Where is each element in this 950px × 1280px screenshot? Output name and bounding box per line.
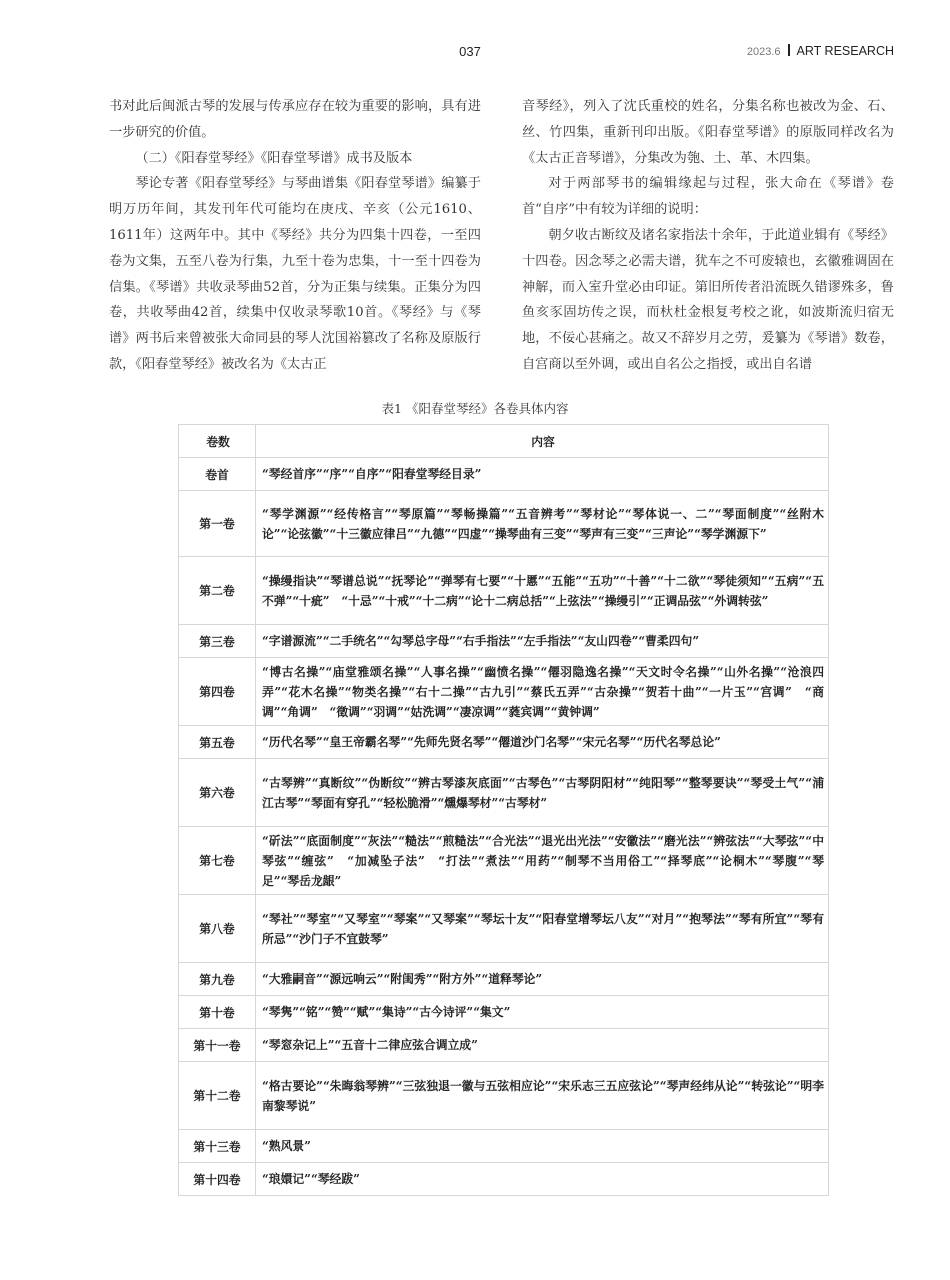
- volume-cell: 第二卷: [179, 557, 256, 625]
- content-cell: “博古名操”“庙堂雅颂名操”“人事名操”“幽愤名操”“僊羽隐逸名操”“天文时令名操”“山外名操”“沧浪四弄”“花木名操”“物类名操”“右十二操”“古九引”“蔡氏五弄”“古杂操”“贺若十曲”“一片玉”“宫调” “商调”“角调” “徵调”“羽调”“姑洗调”“凄凉调”“蕤宾调”“黄钟调”: [256, 658, 829, 726]
- content-cell: “格古要论”“朱晦翁琴辨”“三弦独退一徽与五弦相应论”“宋乐志三五应弦论”“琴声经纬从论”“转弦论”“明李南黎琴说”: [256, 1062, 829, 1130]
- right-column: [522, 94, 894, 378]
- issue-number: 2023.6: [746, 46, 781, 58]
- table-row: [179, 726, 829, 759]
- header-content: 内容: [256, 425, 829, 458]
- journal-header: [747, 44, 894, 58]
- volume-cell: 第七卷: [179, 827, 256, 895]
- volume-cell: 第八卷: [179, 895, 256, 963]
- table-row: [179, 458, 829, 491]
- table-header-row: [179, 425, 829, 458]
- content-cell: “大雅嗣音”“源远响云”“附闺秀”“附方外”“道释琴论”: [256, 963, 829, 996]
- content-cell: “琴隽”“铭”“赞”“赋”“集诗”“古今诗评”“集文”: [256, 996, 829, 1029]
- content-cell: “熟风景”: [256, 1130, 829, 1163]
- table-row: [179, 963, 829, 996]
- volume-cell: 第一卷: [179, 491, 256, 557]
- header-divider: [788, 44, 790, 56]
- content-cell: “琴社”“琴室”“又琴室”“琴案”“又琴案”“琴坛十友”“阳春堂增琴坛八友”“对月”“抱琴法”“琴有所宜”“琴有所忌”“沙门子不宜鼓琴”: [256, 895, 829, 963]
- content-cell: “操缦指诀”“琴谱总说”“抚琴论”“弹琴有七要”“十慝”“五能”“五功”“十善”“十二欲”“琴徒须知”“五病”“五不弹”“十疵” “十忌”“十戒”“十二病”“论十二病总括”“上弦法”“操缦引”“正调品弦”“外调转弦”: [256, 557, 829, 625]
- table-row: [179, 895, 829, 963]
- volume-cell: 卷首: [179, 458, 256, 491]
- table-row: [179, 996, 829, 1029]
- table-row: [179, 658, 829, 726]
- volume-cell: 第十三卷: [179, 1130, 256, 1163]
- volume-cell: 第九卷: [179, 963, 256, 996]
- volume-cell: 第三卷: [179, 625, 256, 658]
- volume-cell: 第六卷: [179, 759, 256, 827]
- content-cell: “琴学渊源”“经传格言”“琴原篇”“琴畅操篇”“五音辨考”“琴材论”“琴体说一、二”“琴面制度”“丝附木论”“论弦徽”“十三徽应律吕”“九德”“四虚”“操琴曲有三变”“琴声有三变”“三声论”“琴学渊源下”: [256, 491, 829, 557]
- quotation: 朝夕收古断纹及诸名家指法十余年，于此道业辑有《琴经》十四卷。因念琴之必需夫谱，犹车之不可废辕也，玄徽雅调固在神解，而入室升堂必由印证。第旧所传者沿流既久错谬殊多，鲁鱼亥豕固坊传之误，而杕杜金根复考校之讹，如波斯流归宿无地，不佞心甚痛之。故又不辞岁月之劳，爰纂为《琴谱》数卷，自宫商以至外调，或出自名公之指授，或出自名谱: [522, 227, 894, 372]
- table-row: [179, 491, 829, 557]
- volume-cell: 第十四卷: [179, 1163, 256, 1196]
- table-caption: 表1 《阳春堂琴经》各卷具体内容: [381, 401, 569, 416]
- table-row: [179, 1062, 829, 1130]
- volume-cell: 第十卷: [179, 996, 256, 1029]
- left-column: [109, 94, 481, 378]
- content-cell: “字谱源流”“二手统名”“勾琴总字母”“右手指法”“左手指法”“友山四卷”“曹柔四句”: [256, 625, 829, 658]
- content-cell: “古琴辨”“真断纹”“伪断纹”“辨古琴漆灰底面”“古琴色”“古琴阴阳材”“纯阳琴”“整琴要诀”“琴受土气”“浦江古琴”“琴面有穿孔”“轻松脆滑”“燻爆琴材”“古琴材”: [256, 759, 829, 827]
- volume-cell: 第十二卷: [179, 1062, 256, 1130]
- paragraph: 书对此后闽派古琴的发展与传承应存在较为重要的影响，具有进一步研究的价值。: [109, 99, 481, 140]
- table-row: [179, 1130, 829, 1163]
- table-row: [179, 827, 829, 895]
- volume-cell: 第五卷: [179, 726, 256, 759]
- content-cell: “琴经首序”“序”“自序”“阳春堂琴经目录”: [256, 458, 829, 491]
- header-volume: 卷数: [179, 425, 256, 458]
- table-row: [179, 1163, 829, 1196]
- journal-title: ART RESEARCH: [796, 44, 894, 58]
- table-row: [179, 1029, 829, 1062]
- page-number: 037: [459, 44, 481, 59]
- table-row: [179, 557, 829, 625]
- paragraph: 对于两部琴书的编辑缘起与过程，张大命在《琴谱》卷首“自序”中有较为详细的说明：: [522, 176, 894, 218]
- content-cell: “琴窓杂记上”“五音十二律应弦合调立成”: [256, 1029, 829, 1062]
- volume-contents-table: [178, 424, 829, 1196]
- content-cell: “琅嬛记”“琴经跋”: [256, 1163, 829, 1196]
- volume-cell: 第四卷: [179, 658, 256, 726]
- volume-cell: 第十一卷: [179, 1029, 256, 1062]
- table-row: [179, 759, 829, 827]
- paragraph: 音琴经》，列入了沈氏重校的姓名，分集名称也被改为金、石、丝、竹四集，重新刊印出版。《阳春堂琴谱》的原版同样改名为《太古正音琴谱》，分集改为匏、土、革、木四集。: [522, 99, 894, 166]
- content-cell: “历代名琴”“皇王帝霸名琴”“先师先贤名琴”“僊道沙门名琴”“宋元名琴”“历代名琴总论”: [256, 726, 829, 759]
- table-row: [179, 625, 829, 658]
- paragraph: 琴论专著《阳春堂琴经》与琴曲谱集《阳春堂琴谱》编纂于明万历年间，其发刊年代可能均在庚戌、辛亥（公元1610、1611年）这两年中。其中《琴经》共分为四集十四卷，一至四卷为文集，五至八卷为行集，九至十卷为忠集，十一至十四卷为信集。《琴谱》共收录琴曲52首，分为正集与续集。正集分为四卷，共收琴曲42首，续集中仅收录琴歌10首。《琴经》与《琴谱》两书后来曾被张大命同县的琴人沈国裕篡改了名称及原版行款，《阳春堂琴经》被改名为《太古正: [109, 176, 481, 372]
- content-cell: “斫法”“底面制度”“灰法”“糙法”“煎糙法”“合光法”“退光出光法”“安徽法”“磨光法”“辨弦法”“大琴弦”“中琴弦”“缠弦” “加减坠子法” “打法”“煮法”“用药”“制琴不当用俗工”“择琴底”“论桐木”“琴腹”“琴足”“琴岳龙龈”: [256, 827, 829, 895]
- section-subheading: （二）《阳春堂琴经》《阳春堂琴谱》成书及版本: [135, 150, 413, 166]
